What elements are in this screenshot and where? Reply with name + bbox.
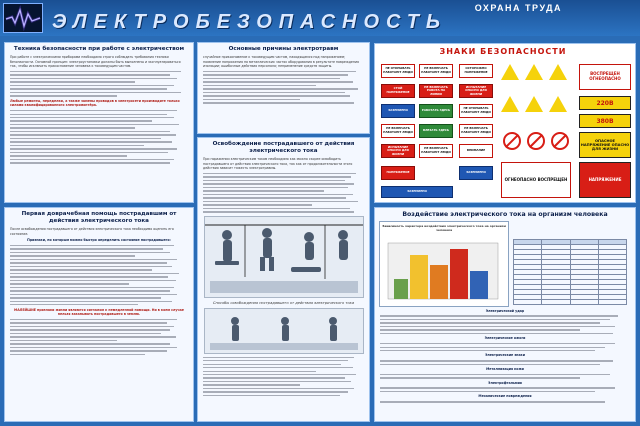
release-panel	[197, 137, 370, 422]
effect-section-5: Электрофтальмия	[488, 380, 522, 385]
no-fire-icon-2	[527, 132, 545, 150]
first-aid-lines-2	[10, 319, 188, 355]
sign-grounded-3: ЗАЗЕМЛЕНО	[459, 166, 493, 180]
voltage-380-plate: 380В	[579, 114, 631, 128]
first-aid-panel	[4, 207, 194, 422]
causes-lines	[203, 71, 364, 104]
safety-rules-warning: Любые ремонты, переделки, а также замены проводов в электросети производите только силами квалифицированного электромонтёра.	[10, 98, 180, 108]
sign-no-switch-4: НЕ ВКЛЮЧАТЬ РАБОТАЮТ ЛЮДИ	[459, 124, 493, 138]
lightning-icon-2	[525, 64, 543, 80]
effect-lines-2	[380, 343, 630, 351]
no-fire-icon	[503, 132, 521, 150]
lightning-logo-icon	[3, 3, 43, 33]
poster-title: ЭЛЕКТРОБЕЗОПАСНОСТЬ	[52, 11, 448, 33]
sign-no-open: НЕ ОТКРЫВАТЬ РАБОТАЮТ ЛЮДИ	[381, 64, 415, 78]
sign-work-here: РАБОТАТЬ ЗДЕСЬ	[419, 104, 453, 118]
effect-section-2: Электрические ожоги	[484, 336, 526, 341]
release-title: Освобождение пострадавшего от действия электрического тока	[212, 141, 355, 154]
sign-no-switch-3: НЕ ВКЛЮЧАТЬ РАБОТАЮТ ЛЮДИ	[419, 144, 453, 158]
sign-no-switch: НЕ ВКЛЮЧАТЬ РАБОТАЮТ ЛЮДИ	[419, 64, 453, 78]
sign-stop-voltage: СТОЙ НАПРЯЖЕНИЕ	[381, 84, 415, 98]
effect-chart-title: Зависимость характера воздействия электрического тока на организм человека	[382, 223, 506, 233]
header	[0, 0, 640, 36]
effect-lines-6	[380, 401, 630, 402]
first-aid-text: После освобождения пострадавшего от действия электрического тока необходимо оценить его состояние.	[10, 226, 174, 236]
effect-lines-4	[380, 374, 630, 379]
first-aid-subhead: Признаки, по которым можно быстро определить состояние пострадавшего:	[27, 238, 171, 243]
lightning-icon-4	[501, 96, 519, 112]
no-entry-icon	[551, 132, 569, 150]
sign-no-open-2: НЕ ОТКРЫВАТЬ РАБОТАЮТ ЛЮДИ	[459, 104, 493, 118]
release-lines	[203, 173, 364, 213]
causes-text: случайное прикосновение к токоведущим частям, находящимся под напряжением; появление напряжения на металлических частях оборудования в результате повреждения изоляции; ошибочные действия персонала; неприменение средств защиты.	[203, 54, 359, 69]
effect-section-1: Электрический удар	[485, 308, 525, 313]
safety-signs-panel	[374, 43, 636, 203]
poster-subtitle: ОХРАНА ТРУДА	[474, 3, 562, 13]
release-caption: Способы освобождения пострадавшего от действия электрического тока	[212, 300, 355, 305]
lightning-icon-5	[525, 96, 543, 112]
first-aid-warning: МАЛЕЙШИЕ признаки жизни являются сигналом к немедленной помощи. Ни в коем случае нельзя закапывать пострадавшего в землю.	[14, 307, 184, 317]
danger-voltage-plate-2: ОГНЕОПАСНО ВОСПРЕЩЕН	[501, 162, 571, 198]
sign-grounded: ЗАЗЕМЛЕНО	[381, 104, 415, 118]
sign-test: ИСПЫТАНИЕ ОПАСНО ДЛЯ ЖИЗНИ	[381, 144, 415, 158]
sign-voltage: НАПРЯЖЕНИЕ	[381, 166, 415, 180]
lightning-icon	[501, 64, 519, 80]
effect-lines-5	[380, 387, 630, 392]
safety-rules-text: При работе с электрическими приборами необходимо строго соблюдать требования техники безопасности. Основной принцип: электроустановки должны быть выполнены и эксплуатироваться так, чтобы исключить прикосновение человека к токоведущим частям.	[10, 54, 181, 69]
effect-lines-3	[380, 360, 630, 365]
sign-voltage-2: ОСТОРОЖНО НАПРЯЖЕНИЕ	[459, 64, 493, 78]
signs-title: ЗНАКИ БЕЗОПАСНОСТИ	[439, 47, 567, 56]
lightning-icon-3	[549, 64, 567, 80]
sign-attention: ВНИМАНИЕ	[459, 144, 493, 158]
danger-voltage-plate: ОПАСНОЕ НАПРЯЖЕНИЕ ОПАСНО ДЛЯ ЖИЗНИ	[579, 132, 631, 158]
effect-section-3: Электрические знаки	[485, 353, 525, 358]
sign-no-switch-2: НЕ ВКЛЮЧАТЬ РАБОТАЮТ ЛЮДИ	[381, 124, 415, 138]
release-lines-2	[203, 357, 364, 397]
effect-chart	[379, 221, 509, 307]
first-aid-lines	[10, 245, 188, 306]
causes-title: Основные причины электротравм	[228, 46, 339, 52]
safety-rules-panel	[4, 42, 194, 203]
effect-section-6: Механические повреждения	[478, 394, 532, 399]
voltage-220-plate: 220В	[579, 96, 631, 110]
rescue-illustration-2	[204, 308, 364, 354]
sign-test-2: ИСПЫТАНИЕ ОПАСНО ДЛЯ ЖИЗНИ	[459, 84, 493, 98]
rescue-illustration	[204, 216, 364, 298]
effect-table	[513, 239, 627, 305]
causes-panel	[197, 42, 370, 134]
sign-grounded-2: ЗАЗЕМЛЕНО	[381, 186, 453, 198]
effect-chart-area	[375, 221, 635, 309]
release-text: При поражении электрическим током необходимо как можно скорее освободить пострадавшего от действия электрического тока, так как от продолжительности этого действия зависит тяжесть электротравмы.	[203, 156, 353, 171]
effect-section-4: Металлизация кожи	[486, 367, 524, 372]
first-aid-title: Первая доврачебная помощь пострадавшим от действия электрического тока	[21, 211, 177, 224]
safety-rules-list	[10, 110, 188, 164]
effect-lines-1	[380, 315, 630, 334]
lightning-icon-6	[549, 96, 567, 112]
sign-no-switch-line: НЕ ВКЛЮЧАТЬ РАБОТА НА ЛИНИИ	[419, 84, 453, 98]
safety-rules-lines	[10, 71, 188, 97]
effect-title: Воздействие электрического тока на организм человека	[402, 211, 608, 218]
fire-danger-plate: ВОСПРЕЩЕН ОГНЕОПАСНО	[579, 64, 631, 90]
effect-panel	[374, 207, 636, 422]
safety-rules-title: Техника безопасности при работе с электричеством	[13, 46, 185, 52]
sign-climb-here: ВЛЕЗАТЬ ЗДЕСЬ	[419, 124, 453, 138]
voltage-plate-3: НАПРЯЖЕНИЕ	[579, 162, 631, 198]
